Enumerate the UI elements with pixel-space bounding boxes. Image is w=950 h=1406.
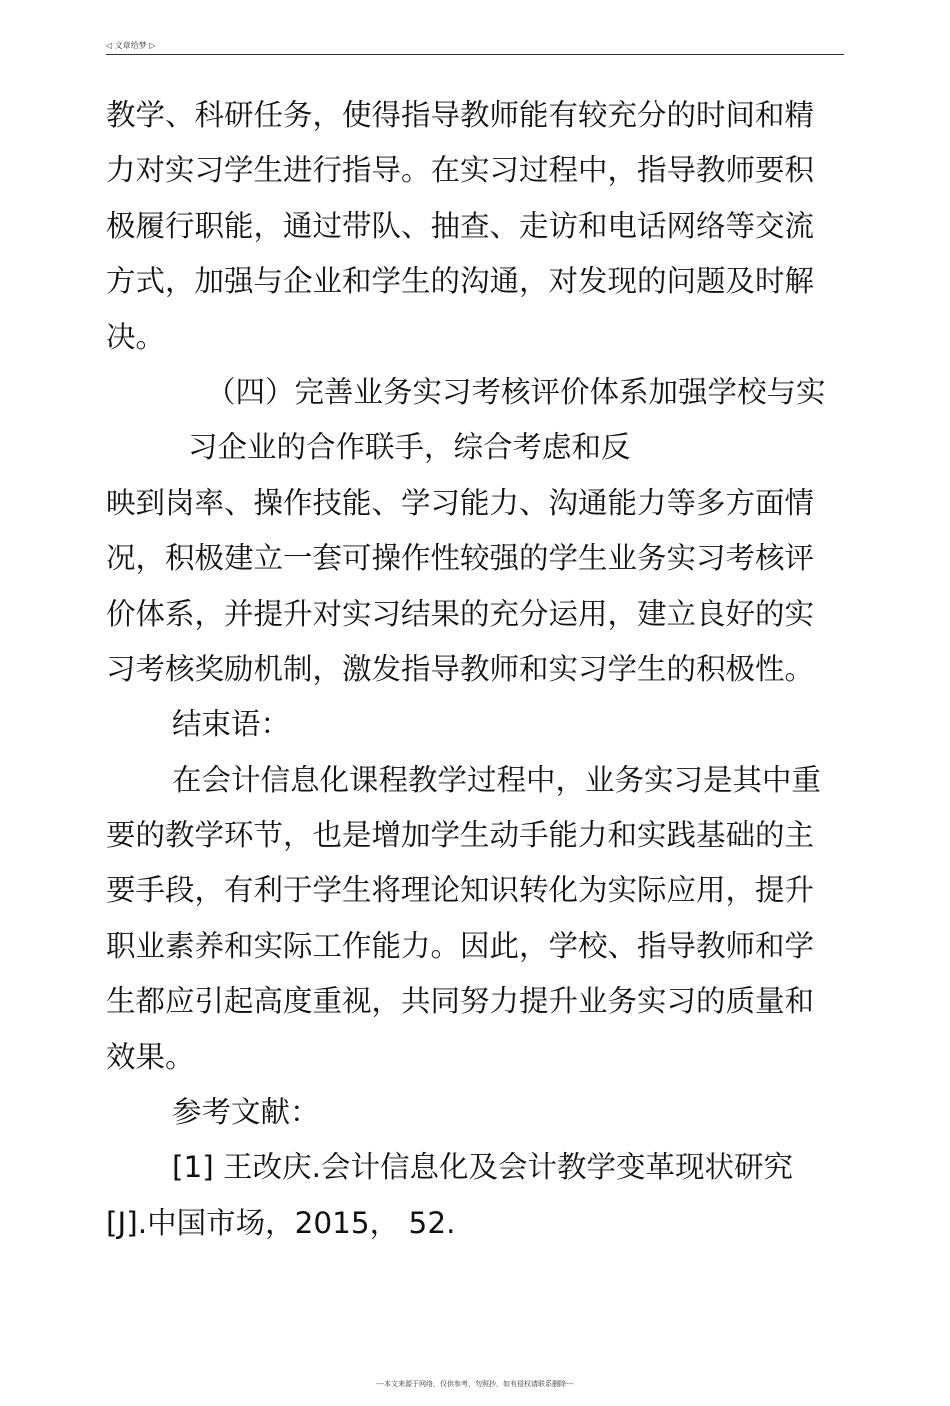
references-title: 参考文献： [172,1095,320,1130]
body-line: 教学、科研任务，使得指导教师能有较充分的时间和精 [106,98,815,132]
body-line: 生都应引起高度重视，共同努力提升业务实习的质量和 [106,984,815,1019]
reference-entry-continued: [J].中国市场，2015， 52. [106,1205,456,1240]
body-line: 效果。 [106,1039,195,1074]
body-line: 况，积极建立一套可操作性较强的学生业务实习考核评 [106,541,815,576]
document-body [106,88,846,1251]
body-line: 习考核奖励机制，激发指导教师和实习学生的积极性。 [106,651,815,686]
section-heading-continued: 习企业的合作联手，综合考虑和反 [188,430,631,465]
reference-entry: [1] 王改庆.会计信息化及会计教学变革现状研究 [172,1150,794,1185]
body-line: 极履行职能，通过带队、抽查、走访和电话网络等交流 [106,208,815,243]
body-line: 要的教学环节，也是增加学生动手能力和实践基础的主 [106,818,815,853]
body-line: 映到岗率、操作技能、学习能力、沟通能力等多方面情 [106,485,815,520]
body-line: 价体系，并提升对实习结果的充分运用，建立良好的实 [106,596,815,631]
conclusion-title: 结束语： [172,707,291,742]
body-line: 方式，加强与企业和学生的沟通，对发现的问题及时解 [106,264,815,299]
body-line: 要手段，有利于学生将理论知识转化为实际应用，提升 [106,873,815,908]
body-line: 决。 [106,319,166,354]
section-heading: （四）完善业务实习考核评价体系加强学校与实 [206,374,826,409]
body-line: 职业素养和实际工作能力。因此，学校、指导教师和学 [106,928,815,963]
footer-text: ---本文来源于网络，仅供参考，勿照抄，如有侵权请联系删除--- [376,1380,574,1388]
page-header [106,40,844,55]
body-line: 在会计信息化课程教学过程中，业务实习是其中重 [172,762,822,797]
body-line: 力对实习学生进行指导。在实习过程中，指导教师要积 [106,153,815,188]
page-footer [0,1379,950,1389]
header-text: ◁ 文章给梦 ▷ [106,41,156,50]
